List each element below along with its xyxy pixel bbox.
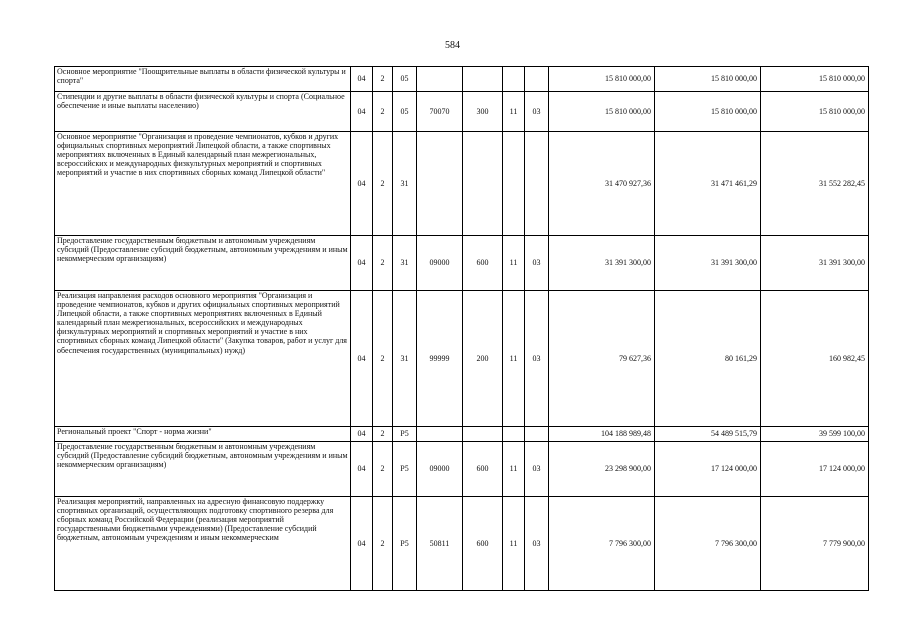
amount-year-2: 15 810 000,00: [655, 92, 761, 132]
code-subprogram: P5: [393, 427, 417, 442]
code-expense-type: 300: [463, 92, 503, 132]
row-description: Реализация направления расходов основного мероприятия "Организация и проведение чемпионатов, кубков и других официальных спортивных мероприятий Липецкой области, а также спортивных мероприятиях включенных в Единый календарный план межрегиональных, всероссийских и международных физкультурных мероприятий и спортивных мероприятий и участие в них спортивных сборных команд Липецкой области" (Закупка товаров, работ и услуг для обеспечения государственных (муниципальных) нужд): [55, 291, 351, 427]
code-program: 2: [373, 427, 393, 442]
code-program: 2: [373, 291, 393, 427]
page-number: 584: [445, 40, 460, 51]
amount-year-1: 31 391 300,00: [549, 236, 655, 291]
code-section: 11: [503, 92, 525, 132]
amount-year-2: 54 489 515,79: [655, 427, 761, 442]
code-gr: 04: [351, 67, 373, 92]
table-row: [55, 442, 869, 497]
code-gr: 04: [351, 427, 373, 442]
code-subsection: [525, 67, 549, 92]
code-subprogram: 31: [393, 132, 417, 236]
code-section: 11: [503, 236, 525, 291]
row-description: Предоставление государственным бюджетным и автономным учреждениям субсидий (Предоставление субсидий бюджетным, автономным учреждениям и иным некоммерческим организациям): [55, 442, 351, 497]
code-subsection: 03: [525, 442, 549, 497]
amount-year-1: 15 810 000,00: [549, 92, 655, 132]
code-expense-type: [463, 427, 503, 442]
row-description: Региональный проект "Спорт - норма жизни": [55, 427, 351, 442]
code-program: 2: [373, 132, 393, 236]
code-section: 11: [503, 442, 525, 497]
code-gr: 04: [351, 497, 373, 591]
amount-year-2: 31 391 300,00: [655, 236, 761, 291]
code-subsection: 03: [525, 497, 549, 591]
code-direction: [417, 67, 463, 92]
amount-year-2: 15 810 000,00: [655, 67, 761, 92]
budget-table: [54, 66, 869, 591]
amount-year-3: 7 779 900,00: [761, 497, 869, 591]
table-row: [55, 67, 869, 92]
code-section: 11: [503, 497, 525, 591]
amount-year-3: 15 810 000,00: [761, 67, 869, 92]
row-description: Основное мероприятие "Поощрительные выплаты в области физической культуры и спорта": [55, 67, 351, 92]
code-subsection: 03: [525, 291, 549, 427]
row-description: Стипендии и другие выплаты в области физической культуры и спорта (Социальное обеспечение и иные выплаты населению): [55, 92, 351, 132]
table-row: [55, 497, 869, 591]
code-subprogram: 31: [393, 291, 417, 427]
code-section: [503, 427, 525, 442]
amount-year-1: 7 796 300,00: [549, 497, 655, 591]
code-expense-type: 600: [463, 236, 503, 291]
amount-year-2: 31 471 461,29: [655, 132, 761, 236]
amount-year-3: 15 810 000,00: [761, 92, 869, 132]
amount-year-2: 17 124 000,00: [655, 442, 761, 497]
code-direction: 70070: [417, 92, 463, 132]
amount-year-1: 79 627,36: [549, 291, 655, 427]
amount-year-1: 31 470 927,36: [549, 132, 655, 236]
amount-year-3: 160 982,45: [761, 291, 869, 427]
code-expense-type: 600: [463, 442, 503, 497]
amount-year-1: 15 810 000,00: [549, 67, 655, 92]
code-program: 2: [373, 236, 393, 291]
code-subprogram: 05: [393, 92, 417, 132]
code-subprogram: 31: [393, 236, 417, 291]
code-direction: [417, 132, 463, 236]
code-program: 2: [373, 497, 393, 591]
code-expense-type: 200: [463, 291, 503, 427]
code-direction: 50811: [417, 497, 463, 591]
amount-year-2: 80 161,29: [655, 291, 761, 427]
code-subprogram: P5: [393, 497, 417, 591]
code-gr: 04: [351, 291, 373, 427]
amount-year-1: 23 298 900,00: [549, 442, 655, 497]
code-subsection: [525, 427, 549, 442]
code-subsection: 03: [525, 236, 549, 291]
code-gr: 04: [351, 132, 373, 236]
code-subprogram: 05: [393, 67, 417, 92]
code-direction: 99999: [417, 291, 463, 427]
code-direction: 09000: [417, 442, 463, 497]
table-row: [55, 291, 869, 427]
code-gr: 04: [351, 92, 373, 132]
code-gr: 04: [351, 236, 373, 291]
amount-year-3: 31 552 282,45: [761, 132, 869, 236]
amount-year-3: 39 599 100,00: [761, 427, 869, 442]
amount-year-2: 7 796 300,00: [655, 497, 761, 591]
row-description: Основное мероприятие "Организация и проведение чемпионатов, кубков и других официальных спортивных мероприятий Липецкой области, а также спортивных мероприятиях включенных в Единый календарный план межрегиональных, всероссийских и международных физкультурных мероприятий и спортивных мероприятий и участие в них спортивных сборных команд Липецкой области": [55, 132, 351, 236]
table-row: [55, 92, 869, 132]
table-row: [55, 427, 869, 442]
code-expense-type: 600: [463, 497, 503, 591]
code-section: 11: [503, 291, 525, 427]
amount-year-1: 104 188 989,48: [549, 427, 655, 442]
code-subsection: 03: [525, 92, 549, 132]
amount-year-3: 31 391 300,00: [761, 236, 869, 291]
table-row: [55, 132, 869, 236]
code-section: [503, 67, 525, 92]
row-description: Предоставление государственным бюджетным и автономным учреждениям субсидий (Предоставление субсидий бюджетным, автономным учреждениям и иным некоммерческим организациям): [55, 236, 351, 291]
code-subsection: [525, 132, 549, 236]
row-description: Реализация мероприятий, направленных на адресную финансовую поддержку спортивных организаций, осуществляющих подготовку спортивного резерва для сборных команд Российской Федерации (реализация мероприятий государственными бюджетными учреждениями) (Предоставление субсидий бюджетным, автономным учреждениям и иным некоммерческим: [55, 497, 351, 591]
code-program: 2: [373, 92, 393, 132]
code-expense-type: [463, 132, 503, 236]
code-section: [503, 132, 525, 236]
code-direction: [417, 427, 463, 442]
code-program: 2: [373, 442, 393, 497]
code-gr: 04: [351, 442, 373, 497]
code-direction: 09000: [417, 236, 463, 291]
code-program: 2: [373, 67, 393, 92]
code-expense-type: [463, 67, 503, 92]
code-subprogram: P5: [393, 442, 417, 497]
table-row: [55, 236, 869, 291]
table-body: [55, 67, 869, 591]
amount-year-3: 17 124 000,00: [761, 442, 869, 497]
